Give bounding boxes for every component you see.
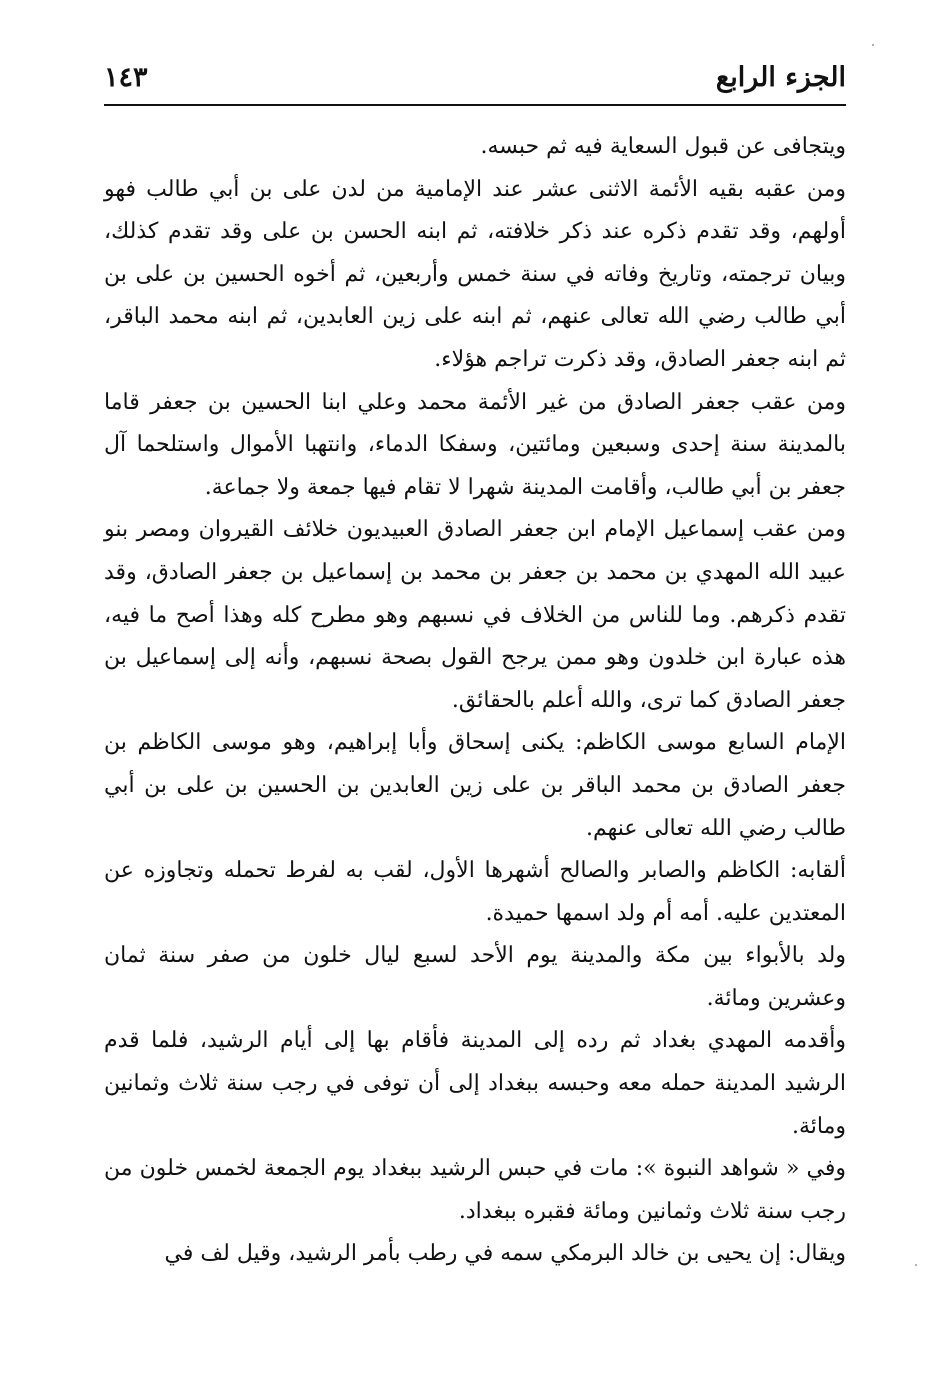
paragraph-8: وأقدمه المهدي بغداد ثم رده إلى المدينة فأقام بها إلى أيام الرشيد، فلما قدم الرشيد المدينة حمله معه وحبسه ببغداد إلى أن توفى في رجب سنة ثلاث وثمانين ومائة. [104,1028,846,1139]
running-title: الجزء الرابع [715,62,846,93]
paragraph-5: الإمام السابع موسى الكاظم: يكنى إسحاق وأبا إبراهيم، وهو موسى الكاظم بن جعفر الصادق بن محمد الباقر بن على زين العابدين بن الحسين بن على بن أبي طالب رضي الله تعالى عنهم. [104,730,846,841]
paragraph-2: ومن عقبه بقيه الأئمة الاثنى عشر عند الإمامية من لدن على بن أبي طالب فهو أولهم، وقد تقدم ذكره عند ذكر خلافته، ثم ابنه الحسن بن على وقد تقدم كذلك، وبيان ترجمته، وتاريخ وفاته في سنة خمس وأربعين، ثم أخوه الحسين بن على بن أبي طالب رضي الله تعالى عنهم، ثم ابنه على زين العابدين، ثم ابنه محمد الباقر، ثم ابنه جعفر الصادق، وقد ذكرت تراجم هؤلاء. [104,176,846,372]
running-header [104,58,846,98]
paragraph-7: ولد بالأبواء بين مكة والمدينة يوم الأحد لسبع ليال خلون من صفر سنة ثمان وعشرين ومائة. [104,943,846,1011]
scan-speck [915,1264,917,1266]
paragraph-1: ويتجافى عن قبول السعاية فيه ثم حبسه. [480,134,846,159]
paragraph-4: ومن عقب إسماعيل الإمام ابن جعفر الصادق العبيديون خلائف القيروان ومصر بنو عبيد الله المهدي بن محمد بن جعفر بن محمد بن إسماعيل بن جعفر الصادق، وقد تقدم ذكرهم. وما للناس من الخلاف في نسبهم وهو مطرح كله وهذا أصح ما فيه، هذه عبارة ابن خلدون وهو ممن يرجح القول بصحة نسبهم، وأنه إلى إسماعيل بن جعفر الصادق كما ترى، والله أعلم بالحقائق. [104,517,846,713]
header-rule [104,104,846,106]
paragraph-10: ويقال: إن يحيى بن خالد البرمكي سمه في رطب بأمر الرشيد، وقيل لف في [164,1241,846,1267]
page-number: ١٤٣ [104,62,148,93]
paragraph-6: ألقابه: الكاظم والصابر والصالح أشهرها الأول، لقب به لفرط تحمله وتجاوزه عن المعتدين عليه. أمه أم ولد اسمها حميدة. [104,858,846,926]
paragraph-3: ومن عقب جعفر الصادق من غير الأئمة محمد وعلي ابنا الحسين بن جعفر قاما بالمدينة سنة إحدى وسبعين ومائتين، وسفكا الدماء، وانتهبا الأموال واستلحما آل جعفر بن أبي طالب، وأقامت المدينة شهرا لا تقام فيها جمعة ولا جماعة. [104,389,846,500]
page-body [104,126,846,1276]
scan-speck [872,44,874,46]
paragraph-9: وفي « شواهد النبوة »: مات في حبس الرشيد ببغداد يوم الجمعة لخمس خلون من رجب سنة ثلاث وثمانين ومائة فقبره ببغداد. [104,1156,846,1224]
